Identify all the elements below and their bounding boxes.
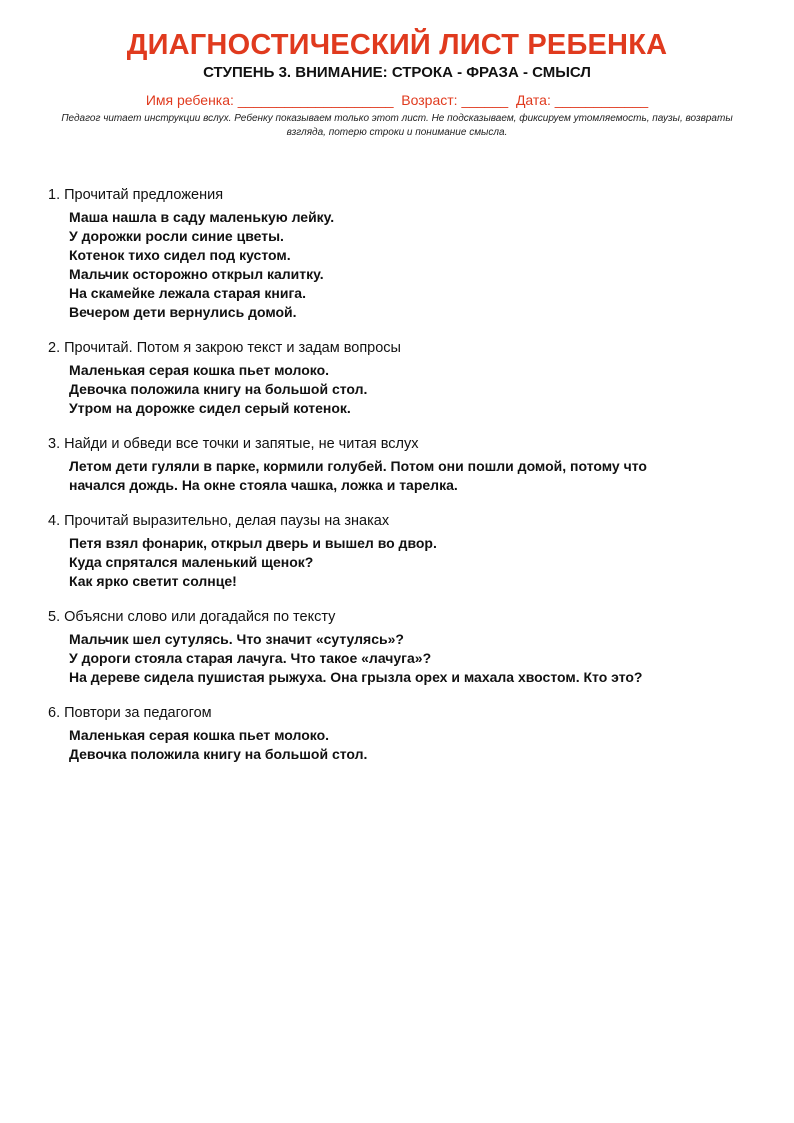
task-line: Девочка положила книгу на большой стол. [69,381,368,397]
child-info-fields: Имя ребенка: ____________________ Возраст: ______ Дата: ____________ [145,92,649,108]
task-3 [48,435,748,495]
task-line: Котенок тихо сидел под кустом. [69,247,291,263]
task-title: 4. Прочитай выразительно, делая паузы на знаках [48,513,390,529]
task-line: Вечером дети вернулись домой. [69,304,297,320]
task-6 [48,704,748,764]
task-line: Маша нашла в саду маленькую лейку. [69,209,335,225]
task-line: Утром на дорожке сидел серый котенок. [69,400,351,416]
task-title: 5. Объясни слово или догадайся по тексту [48,609,336,625]
task-line: Мальчик шел сутулясь. Что значит «сутулясь»? [69,631,404,647]
task-line: Маленькая серая кошка пьет молоко. [69,362,330,378]
page-subtitle: СТУПЕНЬ 3. ВНИМАНИЕ: СТРОКА - ФРАЗА - СМЫСЛ [203,64,591,81]
task-line: Девочка положила книгу на большой стол. [69,746,368,762]
task-line: Как ярко светит солнце! [69,573,237,589]
task-text [48,208,748,322]
task-text [48,457,748,495]
task-line: Петя взял фонарик, открыл дверь и вышел во двор. [69,535,437,551]
task-title: 6. Повтори за педагогом [48,705,212,721]
task-line: На дереве сидела пушистая рыжуха. Она грызла орех и махала хвостом. Кто это? [69,669,643,685]
task-text [48,630,748,687]
teacher-instruction: Педагог читает инструкции вслух. Ребенку показываем только этот лист. Не подсказываем, фиксируем утомляемость, паузы, возвраты взгляда, потерю строки и понимание смысла. [61,113,733,138]
task-title: 3. Найди и обведи все точки и запятые, не читая вслух [48,436,419,452]
task-line: На скамейке лежала старая книга. [69,285,306,301]
task-line: Куда спрятался маленький щенок? [69,554,314,570]
task-5 [48,608,748,687]
task-line: начался дождь. На окне стояла чашка, ложка и тарелка. [69,477,458,493]
task-line: Летом дети гуляли в парке, кормили голубей. Потом они пошли домой, потому что [69,458,647,474]
task-text [48,361,748,418]
task-list [48,186,748,781]
task-text [48,726,748,764]
task-title: 2. Прочитай. Потом я закрою текст и задам вопросы [48,340,401,356]
task-line: Маленькая серая кошка пьет молоко. [69,727,330,743]
task-line: У дорожки росли синие цветы. [69,228,284,244]
task-line: Мальчик осторожно открыл калитку. [69,266,324,282]
task-4 [48,512,748,591]
task-line: У дороги стояла старая лачуга. Что такое «лачуга»? [69,650,432,666]
task-text [48,534,748,591]
task-2 [48,339,748,418]
task-title: 1. Прочитай предложения [48,187,224,203]
page-title: ДИАГНОСТИЧЕСКИЙ ЛИСТ РЕБЕНКА [126,29,668,61]
task-1 [48,186,748,322]
